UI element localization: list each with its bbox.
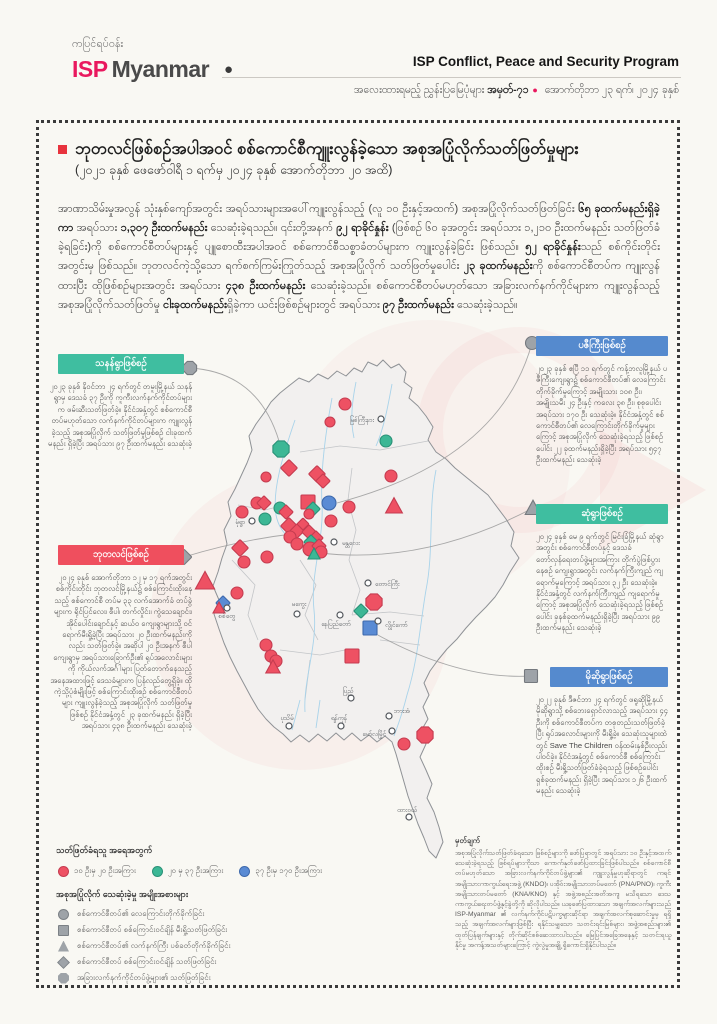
- map-marker-circle-red: [343, 501, 355, 513]
- map-marker-circle-red: [260, 639, 272, 651]
- city-label: ရန်ကုန်: [330, 715, 348, 722]
- city-dot-icon: [375, 618, 381, 624]
- map-marker-circle-red: [261, 472, 271, 482]
- map-marker-circle-red: [398, 738, 410, 750]
- arson-square-icon: [58, 925, 69, 936]
- city-dot-icon: [249, 518, 255, 524]
- issue-number: အမှတ်-၇၁: [487, 84, 529, 96]
- artillery-triangle-icon: [58, 941, 69, 952]
- legend-size-row: [58, 865, 366, 877]
- legend-type-item: [58, 924, 366, 936]
- map-marker-circle-red: [325, 515, 337, 527]
- map-marker-circle-red: [231, 587, 243, 599]
- city-dot-icon: [386, 713, 392, 719]
- map-marker-circle-green: [259, 513, 271, 525]
- legend-type-label: အခြားလက်နက်ကိုင်တပ်ဖွဲ့များ၏ သတ်ဖြတ်ခြင်း: [77, 973, 211, 982]
- city-dot-icon: [338, 723, 344, 729]
- incident-box-title: ဆုံရွာဖြစ်စဉ်: [536, 504, 668, 524]
- issue-bullet-icon: ●: [532, 85, 538, 95]
- legend-size-title: သတ်ဖြတ်ခံရသူ အရေအတွက်: [56, 845, 153, 855]
- logo-myanmar: Myanmar: [111, 56, 210, 82]
- legend-type-label: စစ်ကောင်စီတပ်၏ လက်နက်ကြီး ပစ်ခတ်တိုက်ခိုက်ခြင်း: [77, 941, 231, 950]
- raid-diamond-icon: [57, 956, 70, 969]
- map-marker-circle-blue: [322, 496, 336, 510]
- red-circle-swatch-icon: [58, 866, 69, 877]
- city-dot-icon: [286, 723, 292, 729]
- page-title: ဘုတလင်ဖြစ်စဉ်အပါအဝင် စစ်ကောင်စီကျူးလွန်ခဲ့သော အစုအပြုံလိုက်သတ်ဖြတ်မှုများ: [75, 140, 579, 158]
- city-label: မန္တလေး: [342, 540, 360, 547]
- legend-size-item: [58, 865, 136, 877]
- city-label: စစ်တွေ: [218, 613, 236, 620]
- map-marker-circle-red: [238, 556, 250, 568]
- incident-box-title: မိုဆိုရွာဖြစ်စဉ်: [550, 667, 668, 687]
- city-label: မော်လမြိုင်: [362, 731, 386, 738]
- footnote: [455, 835, 671, 951]
- map-marker-octagon-red: [366, 594, 382, 610]
- city-dot-icon: [224, 605, 230, 611]
- title-bullet-icon: [58, 145, 67, 154]
- city-dot-icon: [337, 612, 343, 618]
- map-marker-octagon-red: [417, 727, 433, 743]
- other-groups-octagon-icon: [58, 973, 69, 984]
- city-label: မကွေး: [291, 601, 307, 608]
- map-marker-circle-red: [339, 398, 351, 410]
- city-label: မြစ်ကြီးနား: [349, 417, 374, 424]
- incident-box-body: ၂၀၂၄ ခုနှစ် မေ ၉ ရက်တွင် မြင်းခြံမြို့နယ် ဆုံရွာအတွင်း စစ်ကောင်စီတပ်နှင့် ဒေသခံ တော်လှန်ရေးတပ်ဖွဲ့များအကြား တိုက်ပွဲဖြစ်ပွားနေစဉ် ကျေးရွာအတွင်း လက်နက်ကြီးကျည် ကျရောက်မှုကြောင့် အရပ်သား ၃၂ ဦး သေဆုံးခဲ့။ နိုင်ငံအနှံ့တွင် လက်နက်ကြီးကျည် ကျရောက်မှုကြောင့် အစုအပြုံလိုက် သေဆုံးခဲ့ရသည့် ဖြစ်စဉ်ပေါင်း ခုနစ်ခုထက်မနည်းရှိခဲ့ပြီး အရပ်သား ၉၉ ဦးထက်မနည်း သေဆုံးခဲ့: [536, 532, 664, 633]
- issue-prefix: အလေးထားရမည့် ညွှန်းပြမြေပုံများ: [353, 84, 488, 96]
- brand-tagline: ကပြင်ရပ်ဝန်း: [72, 38, 124, 50]
- incident-box-budalin: [48, 545, 192, 731]
- map-marker-circle-red: [291, 538, 303, 550]
- city-marker: [397, 806, 418, 820]
- city-label: မုံရွာ: [235, 519, 245, 526]
- legend-type-item: [58, 908, 366, 920]
- page-subtitle: (၂၀၂၁ ခုနှစ် ဖေဖော်ဝါရီ ၁ ရက်မှ ၂၀၂၄ ခုနှစ် အောက်တိုဘာ ၂၀ အထိ): [75, 163, 393, 178]
- title-block: [58, 138, 662, 181]
- logo-isp: ISP: [72, 56, 108, 82]
- map-marker-circle-red: [385, 470, 397, 482]
- city-dot-icon: [294, 611, 300, 617]
- map-marker-octagon-green: [273, 441, 289, 457]
- map-marker-circle-red: [325, 417, 335, 427]
- map-marker-circle-red: [236, 506, 248, 518]
- legend-size-item: [152, 865, 224, 877]
- city-dot-icon: [389, 728, 395, 734]
- footnote-body: အစုအပြုံလိုက်သတ်ဖြတ်ခံရသော ဖြစ်စဉ်များကို ဖော်ပြရာတွင် အရပ်သား ၁၀ ဦးနှင့်အထက် သေဆုံးခဲ့ရသည့် ဖြစ်ရပ်များကိုသာ ကောက်နုတ်ဖော်ပြထားခြင်းဖြစ်ပါသည်။ စစ်ကောင်စီတပ်မဟုတ်သော အခြားလက်နက်ကိုင်တပ်ဖွဲ့များ၏ ကျူးလွန်မှုဟုဆိုရာတွင် ကရင်အမျိုးသားကာကွယ်ရေးအဖွဲ့ (KNDO)၊ ပအိုဝ်းအမျိုးသားတပ်မတော် (PNA/PNO)၊ ကူကီးအမျိုးသားတပ်မတော် (KNA/KNO) နှင့် အဖွဲ့အစည်းအတိအကျ မသိရသော ဒေသကာကွယ်ရေးတပ်ဖွဲ့နှင့်ခွဲတို့ကို ဆိုလိုပါသည်။ ယခုဖော်ပြထားသော အချက်အလက်များသည် ISP-Myanmar ၏ လက်နက်ကိုင်ပဋိပက္ခများဆိုင်ရာ အချက်အလက်စုဆောင်းမှုမှ ရရှိသည့် အချက်အလက်များဖြစ်ပြီး ရနိုင်သမျှသော သတင်းရင်းမြစ်များ၊ အဖွဲ့အစည်းများ၏ ထုတ်ပြန်ချက်များနှင့် တိုက်ဆိုင်စစ်ဆေးထားပါသည်။ မြေပြင်အခြေအနေနှင့် သတင်းရယူနိုင်မှု အကန့်အသတ်များကြောင့် ကွဲလွဲမှုအချို့ ရှိကောင်းရှိနိုင်ပါသည်။: [455, 850, 671, 949]
- green-circle-swatch-icon: [152, 866, 163, 877]
- incident-box-sone: [536, 504, 668, 634]
- incident-box-title: ပဇီကြီးဖြစ်စဉ်: [536, 336, 668, 356]
- map-marker-square-red: [345, 649, 359, 663]
- legend-type-item: [58, 956, 366, 968]
- city-dot-icon: [331, 539, 337, 545]
- program-title: ISP Conflict, Peace and Security Program: [412, 54, 679, 69]
- city-dot-icon: [378, 416, 384, 422]
- city-dot-icon: [348, 695, 354, 701]
- incident-box-body: ၂၀၂၄ ခုနှစ် အောက်တိုဘာ ၁၂ မှ ၁၇ ရက်အတွင်း စစ်ကိုင်းတိုင်း ဘုတလင်မြို့နယ်၌ စစ်ကြောင်းထိုးနေသည့် စစ်ကောင်စီ တပ်မ ၃၃ လက်အောက်ခံ တပ်ခွဲများက ရိုင်ပြင်လေး၊ စီပါ၊ တက်လှိုင်း၊ ကွဲသေချောင်း၊ အိုင်ပေါင်းချောင်နှင့် ဆယ်ဝ ကျေးရွာများသို့ ဝင်ရောက်မီးရှို့ခဲ့ပြီး အရပ်သား ၂၀ ဦးထက်မနည်းကိုလည်း သတ်ဖြတ်ခဲ့။ အဆိုပါ ၂၀ ဦးအနက် စီပါကျေးရွာမှ အရပ်သားခြောက်ဦး၏ ရုပ်အလောင်းများကို ကိုယ်လက်အင်္ဂါများ ပြတ်တောက်နေသည့် အနေအထားဖြင့် ဒေသခံများက ပြန်လည်တွေ့ရှိခဲ့။ ထိုကဲ့သို့ပုံစံမျိုးဖြင့် စစ်ကြောင်းထိုးစဉ် စစ်ကောင်စီတပ်များ ကျူးလွန်ခဲ့သည့် အစုအပြုံလိုက် သတ်ဖြတ်မှုဖြစ်စဉ် နိုင်ငံအနှံ့တွင် ၂၃ ခုထက်မနည်း ရှိခဲ့ပြီး အရပ်သား ၄၃၈ ဦးထက်မနည်း သေဆုံးခဲ့: [50, 573, 192, 731]
- city-label: ပြည်: [342, 688, 354, 695]
- incident-box-moso: [536, 667, 668, 797]
- intro-paragraph: အာဏာသိမ်းမှုအလွန် သုံးနှစ်ကျော်အတွင်း အရပ်သားများအပေါ်ကျူးလွန်သည့် (လူ ၁၀ ဦးနှင့်အထက်) အစုအပြုံလိုက်သတ်ဖြတ်ခြင်း ၆၅ ခုထက်မနည်းရှိခဲ့ကာ အရပ်သား ၁,၃၀၇ ဦးထက်မနည်း သေဆုံးခဲ့ရသည်။ ၎င်းတို့အနက် ၉၂ ရာခိုင်နှုန်း (ဖြစ်စဉ် ၆၀ ခုအတွင်း အရပ်သား ၁,၂၁၀ ဦးထက်မနည်း သတ်ဖြတ်ခံခဲ့ရခြင်း)ကို စစ်ကောင်စီတပ်များနှင့် ပျူစောထီးအပါအဝင် စစ်ကောင်စီသစ္စာခံတပ်များက ကျူးလွန်ခဲ့ခြင်း ဖြစ်သည်။ ၅၂ ရာခိုင်နှုန်းသည် စစ်ကိုင်းတိုင်းအတွင်းမှ ဖြစ်သည်။ ဘုတလင်ကဲ့သို့သော ရက်စက်ကြမ်းကြုတ်သည့် အစုအပြုံလိုက် သတ်ဖြတ်မှုပေါင်း ၂၃ ခုထက်မနည်းကို စစ်ကောင်စီတပ်က ကျူးလွန်ထားပြီး ထိုဖြစ်စဉ်များအတွင်း အရပ်သား ၄၃၈ ဦးထက်မနည်း သေဆုံးခဲ့သည်။ စစ်ကောင်စီတပ်မဟုတ်သော အခြားလက်နက်ကိုင်များက ကျူးလွန်သည့် အစုအပြုံလိုက်သတ်ဖြတ်မှု ငါးခုထက်မနည်းရှိခဲ့ကာ ယင်းဖြစ်စဉ်များတွင် အရပ်သား ၉၇ ဦးထက်မနည်း သေဆုံးခဲ့သည်။: [58, 203, 661, 311]
- map-legend: [56, 845, 366, 988]
- city-label: ပုသိမ်: [280, 715, 294, 722]
- city-label: ထားဝယ်: [397, 807, 417, 814]
- blue-circle-swatch-icon: [239, 866, 250, 877]
- incident-box-body: ၂၀၂၃ ခုနှစ် ဧပြီ ၁၁ ရက်တွင် ကန့်ဘလူမြို့နယ် ပဇီကြီးကျေးရွာ၌ စစ်ကောင်စီတပ်၏ လေကြောင်းတိုက်ခိုက်မှုကြောင့် အမျိုးသား ၁၀၈ ဦး၊ အမျိုးသမီး ၂၄ ဦးနှင့် ကလေး ၃၈ ဦး၊ စုစုပေါင်း အရပ်သား ၁၇၀ ဦး သေဆုံးခဲ့။ နိုင်ငံအနှံ့တွင် စစ်ကောင်စီတပ်၏ လေကြောင်းတိုက်ခိုက်မှုများကြောင့် အစုအပြုံလိုက် သေဆုံးခဲ့ရသည့် ဖြစ်စဉ်ပေါင်း ၂၂ ခုထက်မနည်းရှိခဲ့ပြီး အရပ်သား ၅၄၇ ဦးထက်မနည်း သေဆုံးခဲ့: [536, 364, 668, 465]
- city-label: ဘားအံ: [394, 708, 411, 715]
- legend-size-label: ၃၇ ဦးမှ ၁၇၀ ဦးအကြား: [255, 866, 323, 875]
- issue-date: အောက်တိုဘာ ၂၃ ရက်၊ ၂၀၂၄ ခုနှစ်: [541, 84, 679, 96]
- legend-type-title: အစုအပြုံလိုက် သေဆုံးခဲ့မှု အမျိုးအစားများ: [56, 889, 189, 899]
- city-label: လွိုင်ကော်: [385, 622, 408, 629]
- map-marker-square-blue: [363, 621, 377, 635]
- legend-type-label: စစ်ကောင်စီတပ်၏ လေကြောင်းတိုက်ခိုက်ခြင်း: [77, 909, 205, 918]
- map-marker-circle-green: [380, 435, 392, 447]
- city-dot-icon: [365, 580, 371, 586]
- incident-box-body: ၂၀၂၂ ခုနှစ် ဒီဇင်ဘာ ၂၄ ရက်တွင် ဖရူဆိုမြို့နယ် မိုဆိုရွာသို့ စစ်ဘေးရှောင်လာသည့် အရပ်သား ၄၄ ဦးကို စစ်ကောင်စီတပ်က တစုတည်းသတ်ဖြတ်ခဲ့ပြီး ရုပ်အလောင်းများကို မီးရှို့ခဲ့။ သေဆုံးသူများထဲတွင် Save The Children ဝန်ထမ်းနှစ်ဦးလည်း ပါဝင်ခဲ့။ နိုင်ငံအနှံ့တွင် စစ်ကောင်စီ စစ်ကြောင်းထိုးစဉ် မီးရှို့သတ်ဖြတ်ခံခဲ့ရသည့် ဖြစ်စဉ်ပေါင်း ရှစ်ခုထက်မနည်း ရှိခဲ့ပြီး အရပ်သား ၁၂၆ ဦးထက်မနည်း သေဆုံးခဲ့: [536, 695, 668, 796]
- legend-type-label: စစ်ကောင်စီတပ် စစ်ကြောင်းဝင်ချိန် မီးရှို့သတ်ဖြတ်ခြင်း: [77, 925, 228, 934]
- legend-type-label: စစ်ကောင်စီတပ် စစ်ကြောင်းဝင်ချိန် သတ်ဖြတ်ခြင်း: [77, 957, 217, 966]
- legend-size-label: ၁၀ ဦးမှ ၂၀ ဦးအကြား: [74, 866, 136, 875]
- legend-type-item: [58, 972, 366, 984]
- map-marker-circle-red: [304, 509, 314, 519]
- legend-type-item: [58, 940, 366, 952]
- incident-box-title: သနန်ရွာဖြစ်စဉ်: [58, 354, 184, 374]
- city-dot-icon: [406, 814, 412, 820]
- incident-box-thanan: [48, 354, 192, 449]
- city-label: တောင်ကြီး: [375, 581, 400, 588]
- city-label: နေပြည်တော်: [321, 621, 351, 628]
- airstrike-circle-icon: [58, 909, 69, 920]
- incident-box-pazigyi: [536, 336, 668, 466]
- footnote-heading: မှတ်ချက်: [455, 836, 481, 845]
- legend-type-list: [56, 908, 366, 984]
- legend-size-item: [239, 865, 322, 877]
- legend-size-label: ၂၀ မှ ၃၇ ဦးအကြား: [167, 866, 224, 875]
- logo-bullet-icon: ●: [223, 61, 233, 78]
- map-marker-circle-red: [261, 551, 273, 563]
- incident-box-title: ဘုတလင်ဖြစ်စဉ်: [58, 545, 184, 565]
- incident-box-body: ၂၀၂၃ ခုနှစ် နိုဝင်ဘာ ၂၄ ရက်တွင် တမူးမြို့နယ် သနန်ရွာမှ ဒေသခံ ၃၇ ဦးကို ကူကီးလက်နက်ကိုင်တပ်များက ဖမ်းဆီးသတ်ဖြတ်ခဲ့။ နိုင်ငံအနှံ့တွင် စစ်ကောင်စီတပ်မဟုတ်သော လက်နက်ကိုင်တပ်များက ကျူးလွန်ခဲ့သည့် အစုအပြုံလိုက် သတ်ဖြတ်မှုဖြစ်စဉ် ငါးခုထက်မနည်း ရှိခဲ့ပြီး အရပ်သား ၉၇ ဦးထက်မနည်း သေဆုံးခဲ့: [48, 382, 193, 448]
